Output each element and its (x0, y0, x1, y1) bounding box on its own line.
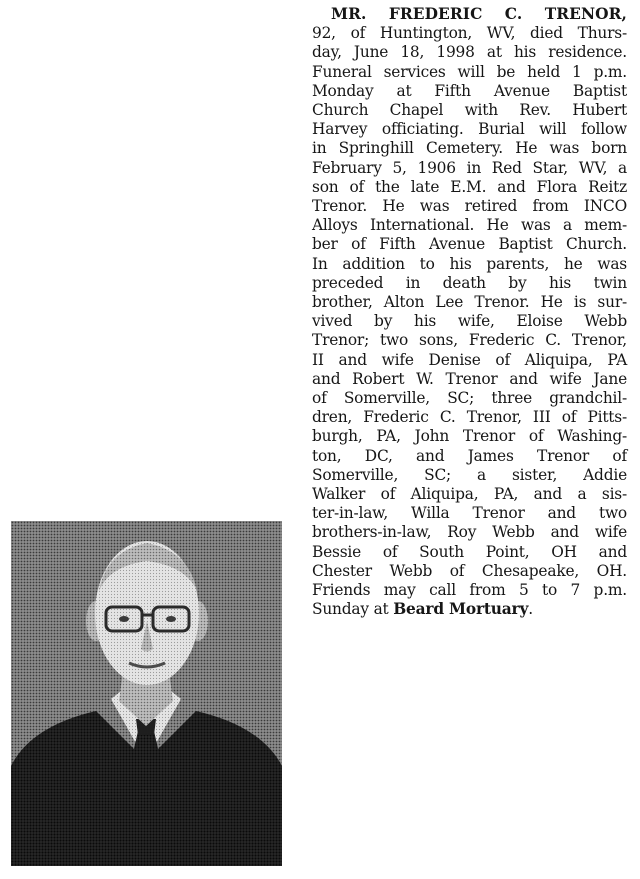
obituary-line: Somerville, SC; a sister, Addie (312, 465, 627, 484)
obituary-line: in Springhill Cemetery. He was born (312, 139, 627, 158)
obituary-line: II and wife Denise of Aliquipa, PA (312, 350, 627, 369)
obituary-line: February 5, 1906 in Red Star, WV, a (312, 158, 627, 177)
obituary-line: brothers-in-law, Roy Webb and wife (312, 523, 627, 542)
obituary-line: dren, Frederic C. Trenor, III of Pitts- (312, 408, 627, 427)
obituary-line: 92, of Huntington, WV, died Thurs- (312, 24, 627, 43)
obituary-line: day, June 18, 1998 at his residence. (312, 43, 627, 62)
obituary-line: Walker of Aliquipa, PA, and a sis- (312, 485, 627, 504)
obituary-line: Funeral services will be held 1 p.m. (312, 62, 627, 81)
obituary-line: Harvey officiating. Burial will follow (312, 120, 627, 139)
obituary-line: Church Chapel with Rev. Hubert (312, 101, 627, 120)
obituary-line: and Robert W. Trenor and wife Jane (312, 369, 627, 388)
obituary-line: Trenor. He was retired from INCO (312, 197, 627, 216)
obituary-line: ber of Fifth Avenue Baptist Church. (312, 235, 627, 254)
obituary-line: burgh, PA, John Trenor of Washing- (312, 427, 627, 446)
obituary-text (312, 5, 627, 620)
final-line-suffix: . (528, 600, 533, 619)
obituary-line (312, 5, 627, 24)
final-line-prefix: Sunday at (312, 600, 394, 619)
obituary-line: ter-in-law, Willa Trenor and two (312, 504, 627, 523)
obituary-final-line (312, 600, 627, 619)
obituary-line: In addition to his parents, he was (312, 254, 627, 273)
obituary-line: brother, Alton Lee Trenor. He is sur- (312, 293, 627, 312)
deceased-name: MR. FREDERIC C. TRENOR, (331, 5, 627, 23)
obituary-line: of Somerville, SC; three grandchil- (312, 389, 627, 408)
obituary-line: Chester Webb of Chesapeake, OH. (312, 561, 627, 580)
obituary-line: son of the late E.M. and Flora Reitz (312, 177, 627, 196)
obituary-line: Friends may call from 5 to 7 p.m. (312, 581, 627, 600)
portrait-photo (11, 521, 282, 866)
mortuary-name: Beard Mortuary (393, 600, 529, 619)
obituary-line: Trenor; two sons, Frederic C. Trenor, (312, 331, 627, 350)
obituary-line: Bessie of South Point, OH and (312, 542, 627, 561)
obituary-line: vived by his wife, Eloise Webb (312, 312, 627, 331)
obituary-line: Monday at Fifth Avenue Baptist (312, 81, 627, 100)
obituary-line: ton, DC, and James Trenor of (312, 446, 627, 465)
obituary-line: Alloys International. He was a mem- (312, 216, 627, 235)
obituary-line: preceded in death by his twin (312, 273, 627, 292)
